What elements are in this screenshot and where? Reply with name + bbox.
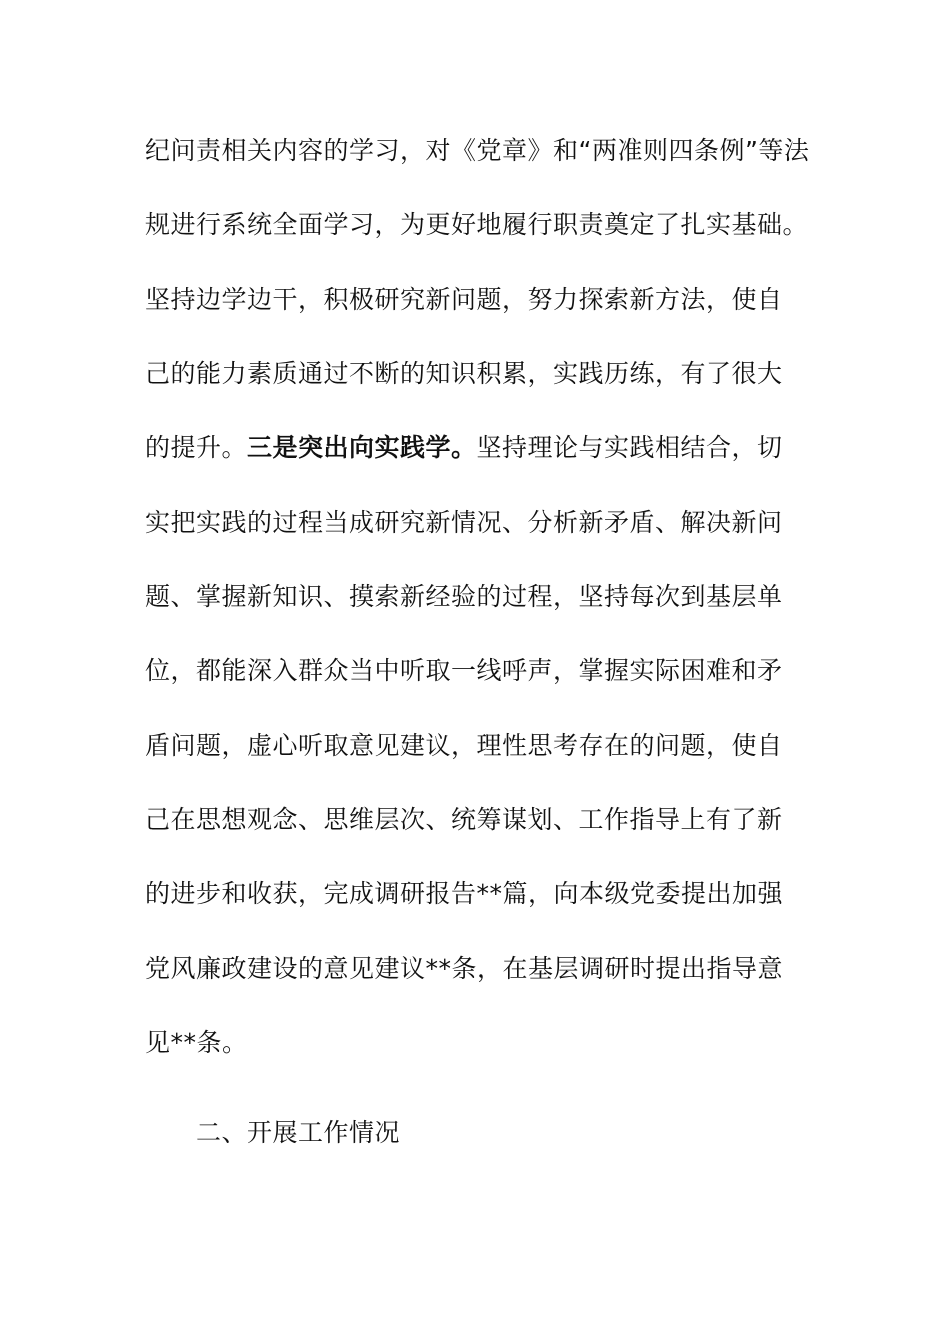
paragraph-line-6: 实把实践的过程当成研究新情况、分析新矛盾、解决新问 <box>145 508 783 537</box>
paragraph-line-11: 的进步和收获，完成调研报告**篇，向本级党委提出加强 <box>145 879 784 908</box>
paragraph-line-4: 己的能力素质通过不断的知识积累，实践历练，有了很大 <box>145 359 783 388</box>
paragraph-line-2: 规进行系统全面学习，为更好地履行职责奠定了扎实基础。 <box>145 210 809 239</box>
paragraph-line-10: 己在思想观念、思维层次、统筹谋划、工作指导上有了新 <box>145 805 783 834</box>
bold-subheading: 三是突出向实践学。 <box>247 433 477 462</box>
paragraph-line-12: 党风廉政建设的意见建议**条，在基层调研时提出指导意 <box>145 954 784 983</box>
paragraph-line-8: 位，都能深入群众当中听取一线呼声，掌握实际困难和矛 <box>145 656 783 685</box>
paragraph-line-3: 坚持边学边干，积极研究新问题，努力探索新方法，使自 <box>145 285 783 314</box>
paragraph-line-1: 纪问责相关内容的学习，对《党章》和“两准则四条例”等法 <box>145 136 810 165</box>
section-heading: 二、开展工作情况 <box>196 1118 401 1147</box>
paragraph-line-13: 见**条。 <box>145 1028 248 1057</box>
paragraph-line-5 <box>145 431 825 465</box>
paragraph-line-7: 题、掌握新知识、摸索新经验的过程，坚持每次到基层单 <box>145 582 783 611</box>
line-5-text-before: 的提升。 <box>145 433 248 462</box>
paragraph-line-9: 盾问题，虚心听取意见建议，理性思考存在的问题，使自 <box>145 731 783 760</box>
line-5-text-after: 坚持理论与实践相结合，切 <box>476 433 783 462</box>
